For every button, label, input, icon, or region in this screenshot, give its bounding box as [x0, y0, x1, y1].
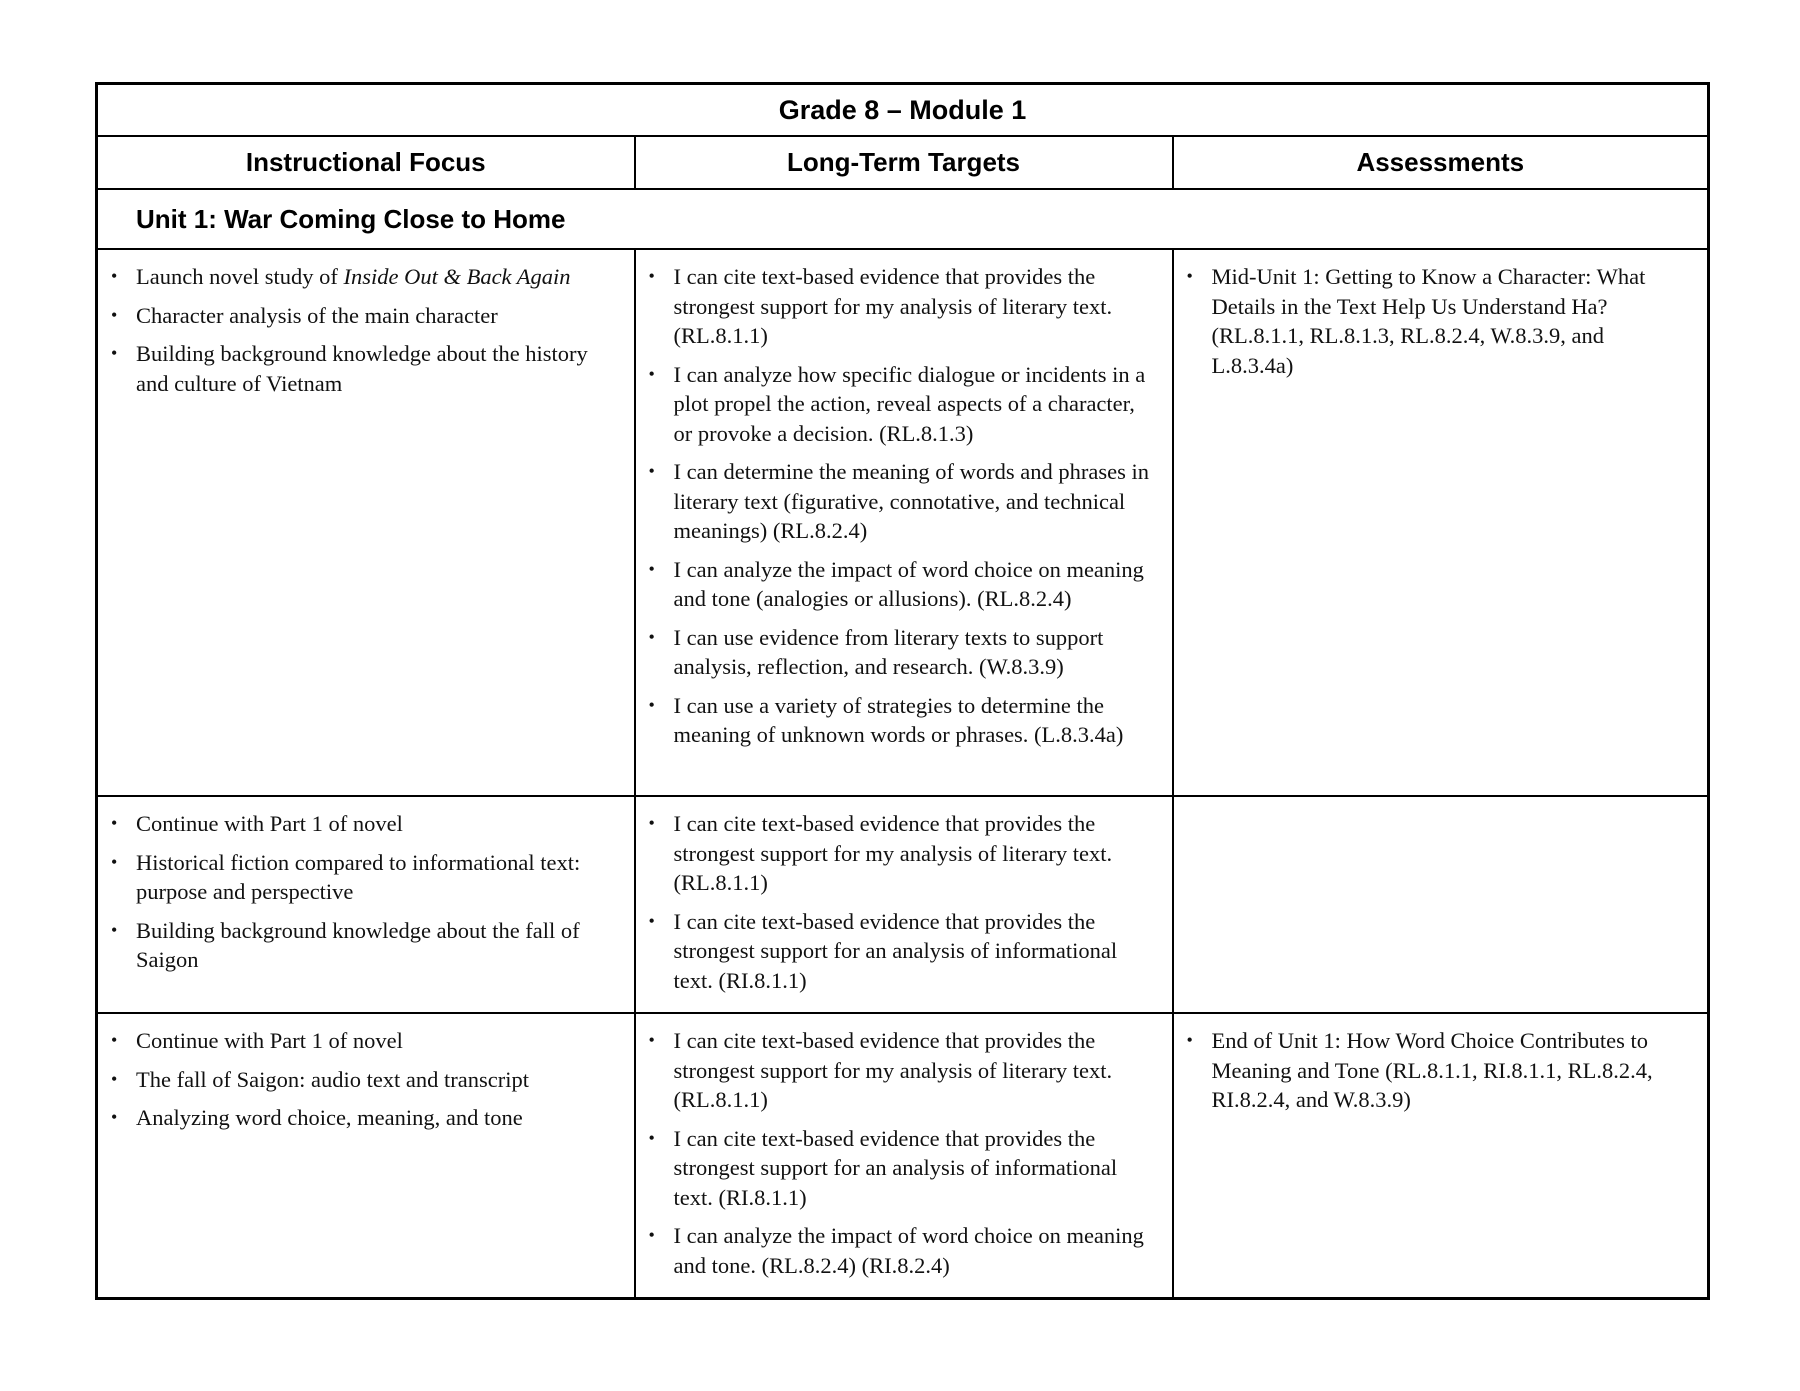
targets-list [636, 1014, 1172, 1297]
header-row [97, 136, 1709, 189]
column-header-assessments: Assessments [1173, 136, 1709, 189]
item-text: Building background knowledge about the history and culture of Vietnam [136, 341, 588, 396]
targets-list [636, 250, 1172, 767]
target-item: • I can use a variety of strategies to determine the meaning of unknown words or phrases. (L.8.3.4a) [674, 691, 1154, 750]
item-text: Continue with Part 1 of novel [136, 811, 403, 836]
target-item: • I can cite text-based evidence that provides the strongest support for an analysis of informational text. (RI.8.1.1) [674, 1124, 1154, 1213]
assessments-cell [1173, 796, 1709, 1013]
column-header-instructional-focus: Instructional Focus [97, 136, 635, 189]
assessments-list [1174, 797, 1708, 817]
focus-list [98, 250, 634, 415]
focus-list [98, 1014, 634, 1150]
focus-cell [97, 1013, 635, 1299]
assessments-list [1174, 1014, 1708, 1132]
curriculum-map-table [95, 82, 1710, 1300]
focus-item [136, 1026, 616, 1056]
focus-item [136, 339, 616, 398]
table-row [97, 249, 1709, 796]
target-item: • I can use evidence from literary texts to support analysis, reflection, and research. (W.8.3.9) [674, 623, 1154, 682]
focus-item [136, 809, 616, 839]
item-text: Analyzing word choice, meaning, and tone [136, 1105, 523, 1130]
target-item: • I can cite text-based evidence that provides the strongest support for my analysis of literary text. (RL.8.1.1) [674, 809, 1154, 898]
target-item: • I can cite text-based evidence that provides the strongest support for an analysis of informational text. (RI.8.1.1) [674, 907, 1154, 996]
targets-cell [635, 249, 1173, 796]
targets-cell [635, 796, 1173, 1013]
assessments-list [1174, 250, 1708, 397]
focus-item [136, 262, 616, 292]
focus-item [136, 301, 616, 331]
targets-cell [635, 1013, 1173, 1299]
column-header-long-term-targets: Long-Term Targets [635, 136, 1173, 189]
assessments-cell [1173, 1013, 1709, 1299]
focus-item [136, 916, 616, 975]
table-title: Grade 8 – Module 1 [97, 84, 1709, 137]
item-text: Continue with Part 1 of novel [136, 1028, 403, 1053]
item-text: Historical fiction compared to informational text: purpose and perspective [136, 849, 581, 904]
assessment-item: • Mid-Unit 1: Getting to Know a Character: What Details in the Text Help Us Understand Ha? (RL.8.1.1, RL.8.1.3, RL.8.2.4, W.8.3.9, and L.8.3.4a) [1212, 262, 1690, 380]
target-item: • I can analyze the impact of word choice on meaning and tone. (RL.8.2.4) (RI.8.2.4) [674, 1221, 1154, 1280]
target-item: • I can determine the meaning of words and phrases in literary text (figurative, connotative, and technical meanings) (RL.8.2.4) [674, 457, 1154, 546]
target-item: • I can cite text-based evidence that provides the strongest support for my analysis of literary text. (RL.8.1.1) [674, 1026, 1154, 1115]
table-row [97, 796, 1709, 1013]
target-item: • I can analyze the impact of word choice on meaning and tone (analogies or allusions). (RL.8.2.4) [674, 555, 1154, 614]
title-row [97, 84, 1709, 137]
focus-item [136, 1103, 616, 1133]
focus-cell [97, 249, 635, 796]
item-text: The fall of Saigon: audio text and transcript [136, 1066, 530, 1092]
target-item: • I can analyze how specific dialogue or incidents in a plot propel the action, reveal aspects of a character, or provoke a decision. (RL.8.1.3) [674, 360, 1154, 449]
assessment-item: • End of Unit 1: How Word Choice Contributes to Meaning and Tone (RL.8.1.1, RI.8.1.1, RL.8.2.4, RI.8.2.4, and W.8.3.9) [1212, 1026, 1690, 1115]
targets-list [636, 797, 1172, 1012]
focus-cell [97, 796, 635, 1013]
focus-list [98, 797, 634, 992]
item-text: Character analysis of the main character [136, 302, 498, 328]
table-row [97, 1013, 1709, 1299]
focus-item [136, 848, 616, 907]
focus-item [136, 1065, 616, 1095]
assessments-cell [1173, 249, 1709, 796]
unit-row [97, 189, 1709, 249]
book-title: Inside Out & Back Again [343, 264, 571, 289]
item-text: Launch novel study of [136, 264, 344, 289]
item-text: Building background knowledge about the fall of Saigon [136, 917, 580, 972]
document-page [95, 82, 1707, 1300]
unit-title: Unit 1: War Coming Close to Home [97, 189, 1709, 249]
target-item: • I can cite text-based evidence that provides the strongest support for my analysis of literary text. (RL.8.1.1) [674, 262, 1154, 351]
